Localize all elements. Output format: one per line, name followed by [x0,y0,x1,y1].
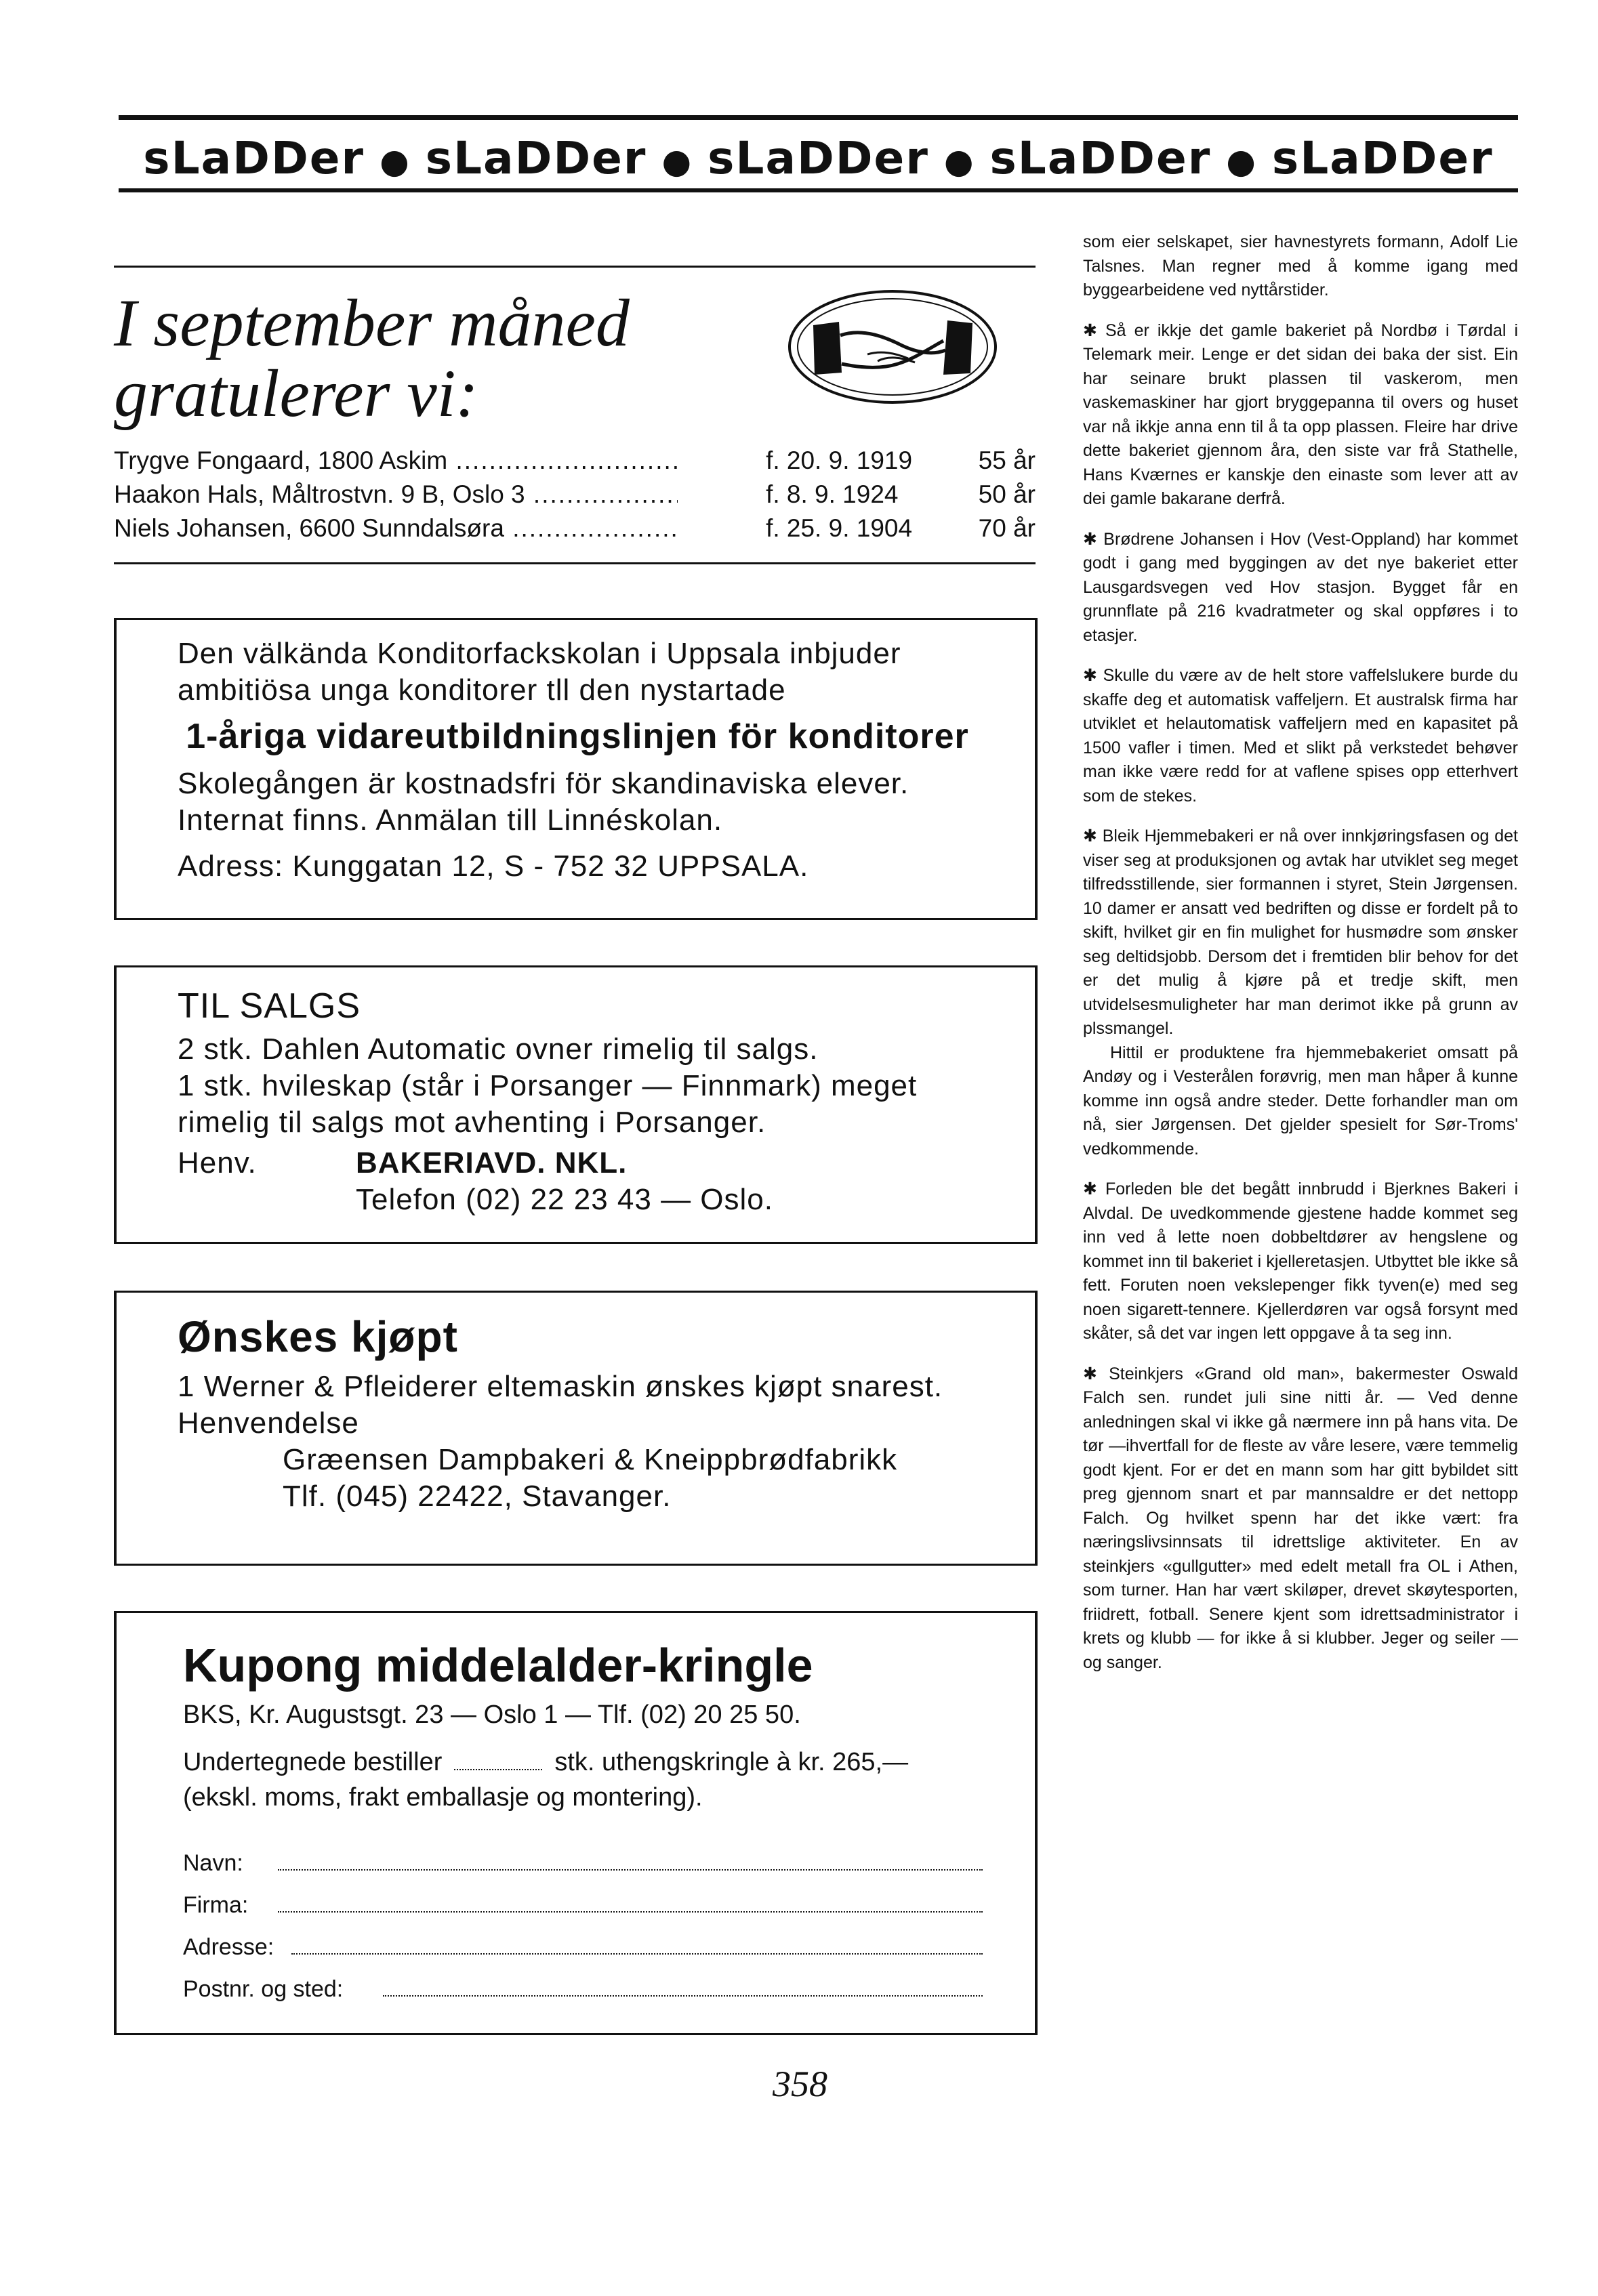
ad-salgs-text: TIL SALGS 2 stk. Dahlen Automatic ovner rimelig til salgs. 1 stk. hvileskap (står i Porsanger — Finnmark) meget rimelig til salgs mot avhenting i Porsanger. Henv. BAKERIAVD. NKL. Telefon (02) 22 23 43 — Oslo. [178,984,977,1218]
bullet-icon: ● [943,141,975,181]
list-item: Haakon Hals, Måltrostvn. 9 B, Oslo 3 ..... f. 8. 9. 1924 50 år [114,478,1036,512]
news-item: ✱ Brødrene Johansen i Hov (Vest-Oppland) har kommet godt i gang med byggingen av det nye bakeriet etter Lausgardsvegen ved Hov stasjon. Bygget får en grunnflate på 216 kvadratmeter og skal oppføres i to etasjer. [1083,529,1518,645]
banner-word: sLaDDer [143,132,365,184]
banner-word: sLaDDer [425,132,647,184]
postnr-field[interactable] [383,1992,983,1997]
news-item: Hittil er produktene fra hjemmebakeriet omsatt på Andøy og i Vesterålen forøvrig, men man håper å kunne komme inn også andre steder. Dette forhandler man om nå, sier Jørgensen. Det gjelder spesielt for Sør-Troms' vedkommende. [1083,1043,1518,1159]
banner-word: sLaDDer [708,132,929,184]
gratulation-list [114,444,1036,545]
kupong-order-line: Undertegnede bestiller stk. uthengskringle à kr. 265,— [183,1748,909,1776]
list-item: Trygve Fongaard, 1800 Askim ..... f. 20. 9. 1919 55 år [114,444,1036,478]
banner-bottom-rule [119,188,1518,192]
news-item: ✱ Skulle du være av de helt store vaffelslukere burde du skaffe deg et automatisk vaffeljern. Et australsk firma har utviklet et helautomatisk vaffeljern med en kapasitet på 1500 vafler i timen. Med et slikt på verkstedet behøver man ikke være redd for at vaflene spises opp etterhvert som de stekes. [1083,666,1518,806]
news-item: ✱ Forleden ble det begått innbrudd i Bjerknes Bakeri i Alvdal. De uvedkommende gjestene hadde kommet seg inn ved å lette noen dobbeltdører av hengslene og kommet inn til bakeriet i kjelleretasjen. Utbyttet ble ikke så fett. Foruten noen vekslepenger fikk tyven(e) med seg noen sigarett-tennere. Kjellerdøren var også forsynt med skåter, så det var ingen lett oppgave å ta seg inn. [1083,1180,1518,1343]
kupong: Kupong middelalder-kringle BKS, Kr. Augustsgt. 23 — Oslo 1 — Tlf. (02) 20 25 50. Undertegnede bestiller stk. uthengskringle à kr. 265,— (ekskl. moms, frakt emballasje og montering). Navn: Firma: Adresse: Postnr. og sted: [183,1636,983,2010]
postnr-field-row: Postnr. og sted: [183,1968,983,2010]
bullet-icon: ● [1226,141,1257,181]
bullet-icon: ● [380,141,411,181]
kupong-address: BKS, Kr. Augustsgt. 23 — Oslo 1 — Tlf. (02) 20 25 50. [183,1700,801,1729]
firma-field-row: Firma: [183,1884,983,1926]
quantity-field[interactable] [454,1766,542,1770]
news-item: ✱ Så er ikkje det gamle bakeriet på Nordbø i Tørdal i Telemark meir. Lenge er det sidan dei baka der sist. Ein har seinare brukt plassen til vaskerom, men vaskemaskiner har gjort bryggepanna til overs og huset var nå ikkje anna enn til å ta opp plassen. Fleire har drive dette bakeriet gjennom åra, den siste var frå Stathelle, Hans Kværnes er kanskje den einaste som lever att av dei gamle bakarane derfrå. [1083,320,1518,508]
kupong-title: Kupong middelalder-kringle [183,1639,813,1692]
banner-top-rule [119,115,1518,120]
navn-field[interactable] [278,1866,983,1871]
news-item: som eier selskapet, sier havnestyrets formann, Adolf Lie Talsnes. Man regner med å komme igang med byggearbeidene ved nyttårstider. [1083,232,1518,299]
list-item: Niels Johansen, 6600 Sunndalsøra ..... f. 25. 9. 1904 70 år [114,512,1036,545]
gratulation-title: I september måned gratulerer vi: [114,285,630,431]
firma-field[interactable] [278,1908,983,1913]
banner [119,132,1518,184]
kupong-fields [183,1842,983,2010]
news-column [1083,230,1518,1691]
news-item: ✱ Steinkjers «Grand old man», bakermester Oswald Falch sen. rundet juli sine nitti år. — Ved denne anledningen skal vi ikke gå nærmere inn på hans vita. De tør —ihvertfall for de fleste av våre lesere, være temmelig godt kjent. For er det en mann som har gitt bybildet sitt preg gjennom snart et par mannsaldre er det nettopp Falch. Og hvilket spenn har det ikke vært: fra næringslivsinnsats til idrettslige aktiviteter. En av steinkjers «gullgutter» med edelt metall fra OL i Athen, som turner. Han har vært skiløper, drevet skøytesporten, friidrett, fotball. Senere kjent som idrettsadministrator i krets og klubb — for ikke å si klubber. Jeger og seiler — og sanger. [1083,1364,1518,1672]
henv-row: Henv. BAKERIAVD. NKL. [178,1146,628,1180]
gratulation-top-rule [114,266,1036,268]
adresse-field[interactable] [291,1950,983,1955]
handshake-icon [786,288,1000,406]
adresse-field-row: Adresse: [183,1926,983,1968]
ad-kjopt-text: Ønskes kjøpt 1 Werner & Pfleiderer eltemaskin ønskes kjøpt snarest. Henvendelse Græensen Dampbakeri & Kneippbrødfabrikk Tlf. (045) 22422, Stavanger. [178,1312,943,1513]
banner-word: sLaDDer [989,132,1212,184]
banner-word: sLaDDer [1271,132,1494,184]
ad-uppsala-text: Den välkända Konditorfackskolan i Uppsala inbjuder ambitiösa unga konditorer tll den nystartade 1-åriga vidareutbildningslinjen för konditorer Skolegången är kostnadsfri för skandinaviska elever. Internat finns. Anmälan till Linnéskolan. Adress: Kunggatan 12, S - 752 32 UPPSALA. [178,637,969,883]
bullet-icon: ● [661,141,693,181]
news-item: ✱ Bleik Hjemmebakeri er nå over innkjøringsfasen og det viser seg at produksjonen og avtak har utviklet seg meget tilfredsstillende, sier formannen i styret, Stein Jørgensen. 10 damer er ansatt ved bedriften og disse er fordelt på to skift, hvilket gir en fin mulighet for husmødre som ønsker seg deltidsjobb. Dersom det i fremtiden blir behov for det er det mulig å kjøre på et tredje skift, men utvidelsesmuligheter har man derimot ikke på grunn av plssmangel. [1083,827,1518,1038]
gratulation-bottom-rule [114,562,1036,564]
navn-field-row: Navn: [183,1842,983,1884]
page-number: 358 [773,2064,827,2104]
